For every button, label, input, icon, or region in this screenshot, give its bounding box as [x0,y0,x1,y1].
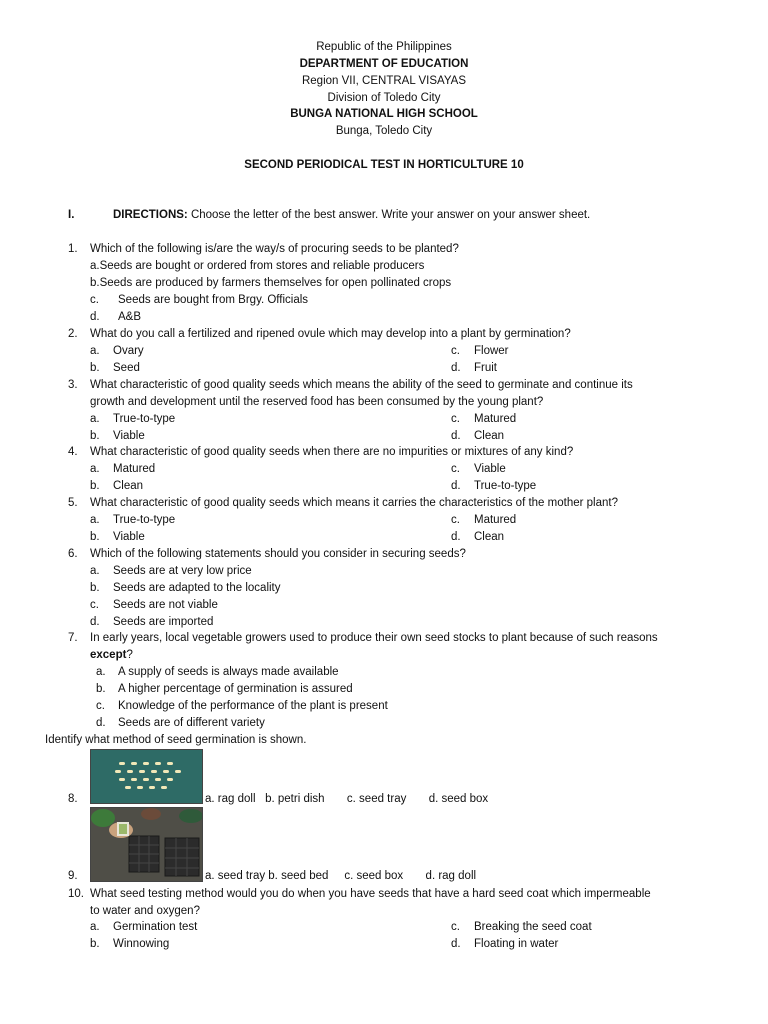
seed-shape [155,778,161,781]
question-number: 7. [68,632,78,644]
question-text: What seed testing method would you do when you have seeds that have a hard seed coat which impermeable [90,888,651,900]
option-a: Ovary [113,345,144,357]
option-letter: d. [451,362,461,374]
option-c: Knowledge of the performance of the plant is present [118,700,388,712]
option-a: Seeds are at very low price [113,565,252,577]
seed-shape [137,786,143,789]
header-address: Bunga, Toledo City [335,125,433,137]
seed-shape [139,770,145,773]
option-letter: b. [90,480,100,492]
seed-shape [127,770,133,773]
option-letter: b. [90,362,100,374]
option-letter: c. [90,599,99,611]
option-b: Viable [113,430,145,442]
seed-shape [131,762,137,765]
option-letter: d. [96,717,106,729]
header-school: BUNGA NATIONAL HIGH SCHOOL [290,108,478,120]
seed-shape [131,778,137,781]
option-letter: a. [90,345,100,357]
question-number: 9. [68,870,78,882]
option-d: A&B [118,311,142,323]
option-d: Clean [474,430,505,442]
option-letter: c. [96,700,105,712]
seed-shape [155,762,161,765]
option-a: A supply of seeds is always made available [118,666,339,678]
option-letter: d. [451,430,461,442]
option-d: Seeds are imported [113,616,214,628]
option-a: Matured [113,463,156,475]
option-b: Winnowing [113,938,170,950]
question-number: 1. [68,243,78,255]
option-a: True-to-type [113,413,176,425]
option-c: Breaking the seed coat [474,921,592,933]
directions-label: DIRECTIONS: [113,209,188,221]
question-number: 4. [68,446,78,458]
option-a: True-to-type [113,514,176,526]
seed-shape [149,786,155,789]
question-mark: ? [126,649,133,661]
question-text: What characteristic of good quality seeds which means the ability of the seed to germinate and continue its [90,379,633,391]
seed-shape [151,770,157,773]
option-letter: a. [90,413,100,425]
option-letter: b. [90,430,100,442]
question-number: 3. [68,379,78,391]
option-b: b.Seeds are produced by farmers themselves for open pollinated crops [90,277,452,289]
option-letter: c. [90,294,99,306]
option-b: Viable [113,531,145,543]
question-text: Which of the following is/are the way/s of procuring seeds to be planted? [90,243,459,255]
question-text: In early years, local vegetable growers used to produce their own seed stocks to plant because of such reasons [90,632,658,644]
option-d: True-to-type [474,480,537,492]
header-region: Region VII, CENTRAL VISAYAS [301,75,467,87]
option-letter: c. [451,413,460,425]
option-letter: c. [451,514,460,526]
question-text: Which of the following statements should you consider in securing seeds? [90,548,466,560]
directions [113,208,590,222]
section-instruction: Identify what method of seed germination is shown. [45,734,307,746]
seed-germination-photo-petri [90,749,203,804]
option-letter: d. [451,480,461,492]
seed-shape [143,778,149,781]
option-c: Seeds are bought from Brgy. Officials [118,294,309,306]
question-text-cont: to water and oxygen? [90,905,200,917]
question-text-cont: growth and development until the reserved food has been consumed by the young plant? [90,396,544,408]
option-letter: c. [451,921,460,933]
option-letter: c. [451,463,460,475]
question-number: 6. [68,548,78,560]
seed-shape [119,762,125,765]
question-text-cont [90,648,133,662]
option-c: Matured [474,514,517,526]
seed-shape [175,770,181,773]
seed-shape [163,770,169,773]
question-number: 5. [68,497,78,509]
option-letter: b. [90,938,100,950]
question-options: a. rag doll b. petri dish c. seed tray d. seed box [205,793,489,805]
header-department: DEPARTMENT OF EDUCATION [299,58,469,70]
seed-germination-photo-tray [90,807,203,882]
option-letter: a. [96,666,106,678]
option-letter: a. [90,921,100,933]
option-c: Seeds are not viable [113,599,218,611]
seed-shape [167,778,173,781]
option-letter: d. [90,311,100,323]
question-number: 10. [68,888,84,900]
option-letter: d. [451,938,461,950]
option-letter: b. [90,531,100,543]
option-letter: a. [90,514,100,526]
option-letter: d. [90,616,100,628]
header-republic: Republic of the Philippines [316,41,452,53]
option-c: Matured [474,413,517,425]
option-d: Fruit [474,362,497,374]
option-c: Viable [474,463,506,475]
question-text: What characteristic of good quality seeds which means it carries the characteristics of the mother plant? [90,497,618,509]
seed-tray-illustration [91,808,202,881]
directions-text: Choose the letter of the best answer. Write your answer on your answer sheet. [187,209,591,221]
question-number: 2. [68,328,78,340]
option-b: Clean [113,480,144,492]
option-b: A higher percentage of germination is assured [118,683,353,695]
option-letter: c. [451,345,460,357]
option-a: a.Seeds are bought or ordered from stores and reliable producers [90,260,425,272]
option-b: Seed [113,362,140,374]
section-number: I. [68,209,75,221]
option-a: Germination test [113,921,198,933]
option-d: Floating in water [474,938,559,950]
option-letter: d. [451,531,461,543]
option-d: Seeds are of different variety [118,717,265,729]
seed-shape [119,778,125,781]
seed-shape [161,786,167,789]
emphasis-except: except [90,649,127,661]
option-letter: a. [90,565,100,577]
seed-shape [125,786,131,789]
option-c: Flower [474,345,509,357]
seed-shape [115,770,121,773]
question-text: What characteristic of good quality seeds when there are no impurities or mixtures of any kind? [90,446,574,458]
header-division: Division of Toledo City [327,92,441,104]
test-title: SECOND PERIODICAL TEST IN HORTICULTURE 10 [244,159,524,171]
option-letter: b. [96,683,106,695]
option-letter: a. [90,463,100,475]
option-b: Seeds are adapted to the locality [113,582,281,594]
option-letter: b. [90,582,100,594]
question-number: 8. [68,793,78,805]
seed-shape [167,762,173,765]
question-text: What do you call a fertilized and ripened ovule which may develop into a plant by germination? [90,328,571,340]
question-options: a. seed tray b. seed bed c. seed box d. rag doll [205,870,477,882]
option-d: Clean [474,531,505,543]
seed-shape [143,762,149,765]
